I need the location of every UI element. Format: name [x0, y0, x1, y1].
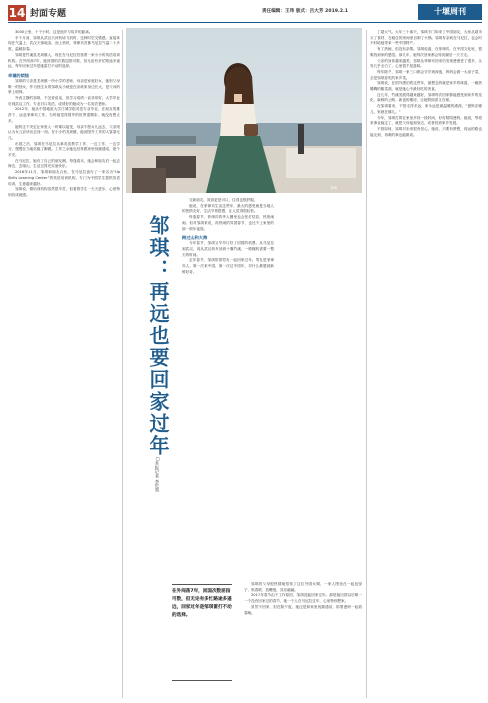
editor-meta: 责任编辑：王玮 版式：吕大芳 2019.2.1: [262, 9, 349, 14]
section-heading: 幸福的烦恼: [8, 72, 29, 78]
article-column-1: [8, 30, 120, 698]
pull-quote: 在外闯荡7年，回国次数屈指可数，但无论有多忙路途多遥远，回家过年是邹琪雷打不动的选择。: [172, 589, 232, 618]
paragraph: 每逢春节，菲律宾的华人圈里也会张灯结彩，热热闹闹。但对邹琪来说，再热闹的异国春节，也比不上家里的那一顿年夜饭。: [182, 215, 274, 231]
paragraph: 在邹琪看来，不管走得多远，家永远是最温暖的港湾。“爸妈在哪儿，家就在哪儿。”: [370, 104, 482, 114]
paragraph: 今年春节，邹琪又早早订好了回国的机票。从马尼拉到武汉，再从武汉转车回到十堰竹溪，一路辗转需要一整天的时间。: [182, 241, 274, 257]
paragraph: 2017年春节由于工作原因，邹琪没能回家过年。那是她出国以后唯一一个没有回家过的春节，她一个人在马尼拉过年，心里特别想家。: [244, 593, 362, 604]
paragraph: 邹琪说，在国外漂泊的这些年，最想念的就是家乡的味道，一碗热腾腾的酸菜面，就是她心中最好吃的美食。: [370, 81, 482, 92]
header-rule: [8, 22, 482, 23]
quote-rule-top: [172, 584, 232, 585]
photo-credit: 邹琪: [330, 186, 337, 190]
paragraph: 这几年，竹溪发展得越来越好，邹琪每次回家都能感受到家乡的变化，新修的公路、新盖的楼房，让她既惊喜又自豪。: [370, 92, 482, 103]
newspaper-brand: 十堰周刊: [418, 4, 482, 20]
quote-rule-bottom: [172, 680, 232, 681]
paragraph: 3000公里，十个小时，这是他乡与故乡的距离。: [15, 30, 93, 34]
paragraph: 今年，邹琪打算在家里多待一段时间，好好陪陪爸妈。她说，等将来事业稳定了，就把父母接到身边，或者回到家乡发展。: [370, 115, 482, 126]
paragraph: 每年除夕，邹琪一家三口都会守岁到深夜，妈妈会做一大桌子菜，全是邹琪爱吃的家乡菜。: [370, 69, 482, 80]
paragraph: 虽然不回家，但在除夕夜，她还是和家里视频通话，陪着爸妈一起看春晚。: [244, 604, 362, 615]
paragraph: 半个月前，邹琪从武汉天河机场飞机时，这种时空交错感。直接体现在气温上，武汉天寒地冻，而上机时，菲律宾首都马尼拉气温二十多度，温暖如春。: [8, 35, 120, 52]
article-column-3: [370, 30, 482, 698]
paragraph: 在马尼拉，她有了自己的朋友圈，每逢周末，她会和朋友们一起去海边、去爬山，生活过得充实而快乐。: [8, 158, 120, 169]
paragraph: 她说，在菲律宾生活这些年，最大的感受就是当地人的热情友好，生活节奏很慢，让人觉得很轻松。: [182, 203, 274, 214]
column-divider: [122, 30, 123, 698]
portrait-illustration: [126, 28, 362, 193]
paragraph: 父亲的身体越来越差，邹琪从菲律宾回来后发现爸爸老了很多，头发几乎全白了，心里很不是滋味。: [370, 58, 482, 69]
paragraph: 外表文静的邹琪，不怎爱说话，但学习成绩一直非常好。大学毕业后到武汉工作，专业对口英语，成绩好的她成为一名英语老师。: [8, 96, 120, 106]
paragraph: 出国之后，邹琪在马尼拉从事英语教学工作，一边工作，一边学习，慢慢在当地站稳了脚跟。工作之余她也经常跟家里视频通话，报个平安。: [8, 141, 120, 158]
section-title: 封面专题: [30, 9, 67, 19]
column-divider: [366, 30, 367, 698]
article-column-2: [182, 198, 274, 578]
paragraph: 有了热闹，但没有亲情。邹琪说道，在菲律宾，在中国文化里，很难找到家的感觉。那几年，她每次回家都会待到最后一天才走。: [370, 47, 482, 57]
paragraph: 邹琪是竹溪县龙坝镇人，现在在马尼拉经营着一家小小的英语培训机构。在外闯荡7年，她回国的次数屈指可数，但无论有多忙路途多遥远，每年回家过年是她雷打不动的选择。: [8, 52, 120, 69]
paragraph: 2012年，她从中国地质大学江城学院英语专业毕业，在朋友的推荐下，远赴菲律宾工作。当时她觉得国外的世界很精彩，就没有想太多。: [8, 107, 120, 123]
paragraph: 2016年11月，邹琪和朋友合伙，在马尼拉创办了一家名为“Up Skills Learning Center”的英语培训机构，专门为中国学生提供英语培训，生意越来越好。: [8, 170, 120, 186]
portrait-photo: [126, 28, 362, 193]
byline: □本报记者 李世震: [155, 456, 160, 492]
paragraph: 去年春节，邹琪带着男友一起回家过年。男友是菲律宾人，第一次来中国，第一次过中国年，对什么都感到新鲜好奇。: [182, 258, 274, 274]
paragraph: 交新朋友。饭食更是可口，住得也很舒服。: [189, 198, 258, 202]
article-column-2-continued: [244, 582, 362, 698]
article-title: 邹琪：再远也要回家过年: [146, 215, 170, 457]
paragraph: 不管如何，邹琪对未来很有信心。她说，只要有梦想，再远的路也能走到，再难的事也能做成。: [370, 126, 482, 137]
section-heading: 跨过山和大海: [182, 235, 208, 241]
paragraph: 她的这个决定让家里人一时难以接受，母亲不愿女儿远去，父亲则认为女儿应该出去闯一闯。在小小的龙坝镇，能到国外工作的人寥寥无几。: [8, 124, 120, 140]
paragraph: 邹琪的父亲是龙坝镇一所小学的老师，母亲是家庭妇女，她则父母唯一的独女，作为独生女的邹琪从小就是在亲戚家身边长大，是父母的掌上明珠。: [8, 78, 120, 95]
paragraph: 邹琪的父母很热情地招待了这位外国女婿，一家人围坐在一起包饺子、贴春联、放鞭炮，其乐融融。: [244, 582, 362, 592]
page-number: 14: [8, 6, 26, 20]
paragraph: 了超大气。大年三十那天，邹琪专门叫来了中国朋友，大家从超市买了食材，在租住的房间里自制了火锅。邹琪有亲戚在马尼拉，也会时不时给她带来一些中国特产。: [370, 30, 482, 46]
paragraph: 邹琪说，做培训机构虽然很辛苦，但看着学生一天天进步，心里特别有成就感。: [8, 187, 120, 197]
